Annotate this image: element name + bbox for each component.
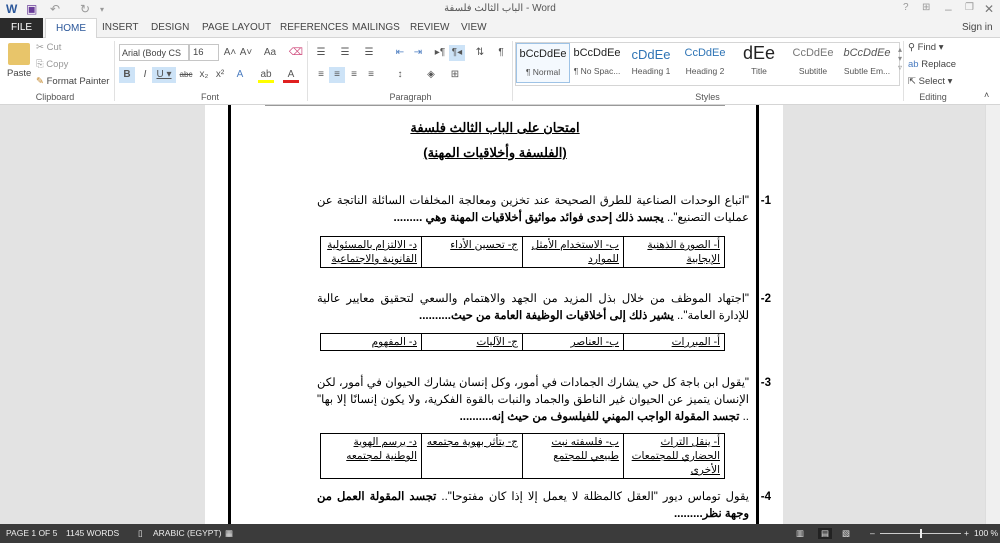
borders-icon[interactable]: ⊞ [450, 69, 460, 80]
line-spacing-icon[interactable]: ↕ [397, 69, 403, 80]
find-button[interactable]: ⚲ Find ▾ [908, 42, 944, 53]
option-c[interactable]: ج- تحسين الأداء [422, 237, 523, 268]
question-text: "يقول ابن باجة كل حي يشارك الجمادات في أمور، وكل إنسان يشارك الحيوان في أمور، لكن الإنسان يتميز عن الحيوان غير الناطق والجماد والنبات بالقوة الفكرية، ولا يكون إنسانًا إلا بها" .. [317, 377, 749, 423]
ribbon-tabs [0, 18, 1000, 38]
style-preview: bCcDdEe [843, 47, 891, 59]
question-1 [317, 193, 771, 227]
strikethrough-button[interactable]: abc [179, 70, 193, 79]
window-title: الباب الثالث فلسفة - Word [444, 3, 556, 14]
zoom-level[interactable]: 100 % [974, 528, 999, 538]
language-indicator[interactable]: ARABIC (EGYPT) [153, 528, 222, 538]
styles-gallery [515, 42, 903, 86]
options-table-1 [320, 236, 725, 268]
web-layout-icon[interactable]: ▧ [842, 528, 851, 538]
bold-button[interactable]: B [119, 67, 135, 83]
style-normal[interactable] [516, 43, 570, 83]
question-number: 1- [760, 195, 771, 207]
option-b[interactable]: ب- العناصر [523, 334, 624, 351]
align-right-icon[interactable]: ≡ [351, 69, 357, 80]
highlight-icon[interactable]: ab [258, 67, 274, 83]
page-border-right [756, 105, 759, 524]
font-color-icon[interactable]: A [283, 67, 299, 83]
tab-mailings[interactable]: MAILINGS [352, 22, 400, 33]
sign-in-link[interactable]: Sign in [962, 22, 993, 33]
style-preview: dEe [742, 43, 776, 63]
vertical-scrollbar[interactable] [985, 105, 1000, 524]
shading-icon[interactable]: ◈ [427, 69, 435, 80]
restore-icon[interactable]: ❐ [965, 2, 974, 13]
document-subtitle: (الفلسفة وأخلاقيات المهنة) [423, 145, 567, 160]
divider [512, 41, 513, 101]
align-center-icon[interactable]: ≡ [329, 67, 345, 83]
style-preview: bCcDdEe [519, 48, 567, 60]
paste-icon[interactable] [8, 43, 30, 65]
decrease-indent-icon[interactable]: ⇤ [395, 47, 405, 58]
font-size-select[interactable]: 16 [189, 44, 219, 61]
format-painter-button[interactable]: ✎ Format Painter [36, 76, 110, 87]
customize-icon[interactable]: ▾ [100, 5, 105, 14]
brush-icon: ✎ [36, 76, 47, 87]
multilevel-list-icon[interactable]: ☰ [364, 47, 374, 58]
option-d[interactable]: د- يرسم الهوية الوطنية لمجتمعه [321, 434, 422, 479]
read-mode-icon[interactable]: ▥ [796, 528, 805, 538]
option-a[interactable]: أ- ينقل التراث الحضاري للمجتمعات الأخرى [624, 434, 725, 479]
show-marks-icon[interactable]: ¶ [498, 47, 504, 58]
print-layout-icon[interactable]: ▤ [818, 528, 832, 539]
style-preview: bCcDdEe [573, 47, 621, 59]
font-group-label: Font [200, 92, 219, 102]
minimize-icon[interactable]: – [945, 2, 952, 16]
question-text: "اتباع الوحدات الصناعية للطرق الصحيحة عند تخزين ومعالجة المخلفات السائلة الناتجة عن عمليات التصنيع".. [317, 195, 749, 224]
options-table-2 [320, 333, 725, 351]
save-icon[interactable]: ▣ [26, 2, 38, 16]
style-heading-1[interactable] [624, 43, 678, 83]
style-preview: CcDdEe [792, 47, 834, 59]
question-prompt: تجسد المقولة العمل من وجهة نظر......... [317, 491, 749, 520]
word-count[interactable]: 1145 WORDS [66, 528, 120, 538]
change-case-button[interactable]: Aa [263, 47, 277, 58]
tab-insert[interactable]: INSERT [102, 22, 139, 33]
status-bar [0, 524, 1000, 543]
help-icon[interactable]: ? [903, 2, 909, 13]
tab-design[interactable]: DESIGN [151, 22, 190, 33]
clear-formatting-icon[interactable]: ⌫ [288, 47, 304, 58]
style-name: Heading 2 [685, 66, 725, 76]
scissors-icon: ✂ [36, 42, 47, 53]
copy-icon: ⎘ [36, 59, 47, 70]
editing-group-label: Editing [919, 92, 947, 102]
style-name: Subtle Em... [843, 66, 891, 76]
subscript-button[interactable]: x₂ [199, 69, 209, 80]
superscript-button[interactable]: x² [215, 69, 225, 80]
tab-home[interactable]: HOME [45, 18, 97, 39]
replace-button[interactable]: ab Replace [908, 59, 957, 70]
document-title: امتحان على الباب الثالث فلسفة [410, 120, 580, 135]
question-number: 2- [760, 293, 771, 305]
numbering-icon[interactable]: ☰ [340, 47, 350, 58]
collapse-ribbon-icon[interactable]: ˄ [984, 90, 990, 100]
style-no-spacing[interactable] [570, 43, 624, 83]
question-4 [317, 489, 771, 523]
increase-indent-icon[interactable]: ⇥ [413, 47, 423, 58]
style-preview: CcDdEe [684, 47, 726, 59]
paste-button[interactable]: Paste [7, 68, 32, 79]
style-name: ¶ No Spac... [573, 66, 621, 76]
page-border-top [265, 105, 725, 106]
copy-button[interactable]: ⎘ Copy [36, 59, 69, 70]
question-number: 4- [760, 491, 771, 503]
style-heading-2[interactable] [678, 43, 732, 83]
option-c[interactable]: ج- يتأثر بهوية مجتمعه [422, 434, 523, 479]
zoom-slider-thumb[interactable] [920, 529, 922, 538]
style-name: Subtitle [798, 66, 828, 76]
undo-icon[interactable]: ↶ [50, 2, 61, 16]
options-table-3 [320, 433, 725, 479]
question-prompt: يشير ذلك إلى أخلاقيات الوظيفة العامة من حيث.......... [419, 310, 674, 322]
option-a[interactable]: أ- المبررات [624, 334, 725, 351]
word-logo-icon[interactable]: W [6, 2, 18, 16]
option-b[interactable]: ب- فلسفته نبت طبيعي للمجتمع [523, 434, 624, 479]
question-text: "اجتهاد الموظف من خلال بذل المزيد من الجهد والاهتمام والسعي لتحقيق معايير عالية للإدارة العامة".. [317, 293, 749, 322]
title-bar [0, 0, 1000, 18]
proofing-icon[interactable]: ▯ [138, 528, 143, 538]
option-d[interactable]: د- المفهوم [321, 334, 422, 351]
tab-references[interactable]: REFERENCES [280, 22, 349, 33]
tab-review[interactable]: REVIEW [410, 22, 450, 33]
style-name: Title [751, 66, 767, 76]
style-title[interactable] [732, 43, 786, 83]
ltr-icon[interactable]: ▸¶ [434, 47, 446, 58]
zoom-out-button[interactable]: – [870, 528, 875, 538]
macro-icon[interactable]: ▦ [225, 528, 234, 538]
question-2 [317, 291, 771, 325]
question-text: يقول توماس ديور "العقل كالمظلة لا يعمل إلا إذا كان مفتوحا".. [436, 491, 749, 503]
zoom-in-button[interactable]: + [964, 528, 969, 538]
option-c[interactable]: ج- الآليات [422, 334, 523, 351]
cursor-icon: ⇱ [908, 76, 919, 87]
align-left-icon[interactable]: ≡ [318, 69, 324, 80]
question-prompt: يجسد ذلك إحدى فوائد مواثيق أخلاقيات المهنة وهي ......... [393, 212, 664, 224]
gallery-scroll-icon[interactable]: ▴ ▾ ▿ [898, 45, 903, 72]
paragraph-group-label: Paragraph [389, 92, 432, 102]
tab-page-layout[interactable]: PAGE LAYOUT [202, 22, 272, 33]
style-name: Heading 1 [631, 66, 671, 76]
style-preview: cDdEe [631, 47, 671, 62]
cut-button[interactable]: ✂ Cut [36, 42, 62, 53]
justify-icon[interactable]: ≡ [368, 69, 374, 80]
document-canvas [0, 105, 985, 524]
question-3 [317, 375, 771, 426]
close-icon[interactable]: ✕ [984, 2, 995, 16]
select-button[interactable]: ⇱ Select ▾ [908, 76, 953, 87]
shrink-font-icon[interactable]: A˅ [239, 47, 253, 58]
ribbon-options-icon[interactable]: ⊞ [922, 2, 931, 13]
page-count[interactable]: PAGE 1 OF 5 [6, 528, 58, 538]
tab-view[interactable]: VIEW [461, 22, 487, 33]
underline-button[interactable]: U ▾ [152, 67, 176, 83]
option-b[interactable]: ب- الاستخدام الأمثل للموارد [523, 237, 624, 268]
grow-font-icon[interactable]: A˄ [223, 47, 237, 58]
binoculars-icon: ⚲ [908, 42, 918, 53]
option-a[interactable]: أ- الصورة الذهنية الإيجابية [624, 237, 725, 268]
italic-button[interactable]: I [143, 69, 147, 80]
clipboard-group-label: Clipboard [35, 92, 75, 102]
question-number: 3- [760, 377, 771, 389]
ribbon [0, 38, 1000, 105]
page-border-left [228, 105, 231, 524]
text-effects-icon[interactable]: A [236, 69, 244, 80]
style-subtitle[interactable] [786, 43, 840, 83]
redo-icon[interactable]: ↻ [80, 2, 91, 16]
document-page[interactable] [205, 105, 783, 524]
style-name: ¶ Normal [525, 67, 561, 77]
sort-icon[interactable]: ⇅ [475, 47, 485, 58]
rtl-icon[interactable]: ¶◂ [449, 45, 465, 61]
style-subtle-emphasis[interactable] [840, 43, 894, 83]
tab-file[interactable]: FILE [0, 18, 43, 38]
styles-group-label: Styles [695, 92, 720, 102]
option-d[interactable]: د- الالتزام بالمسئولية القانونية والاجتماعية [321, 237, 422, 268]
replace-icon: ab [908, 59, 922, 70]
font-name-select[interactable]: Arial (Body CS [119, 44, 189, 61]
bullets-icon[interactable]: ☰ [316, 47, 326, 58]
question-prompt: تجسد المقولة الواجب المهني للفيلسوف من حيث إنه.......... [459, 411, 740, 423]
